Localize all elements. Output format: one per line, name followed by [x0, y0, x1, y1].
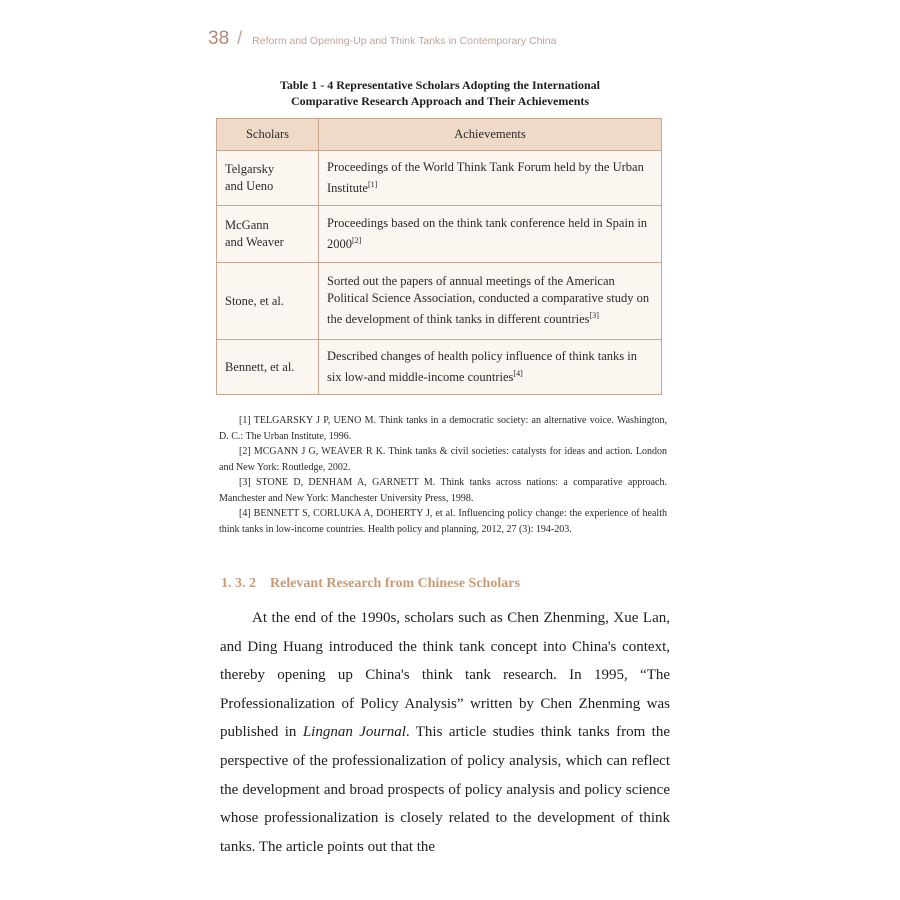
running-head	[208, 28, 556, 50]
body-paragraph	[220, 604, 670, 861]
reference-marker: [2]	[352, 235, 362, 245]
achievement-text: Described changes of health policy influence of think tanks in six low-and middle-income countries	[327, 348, 637, 385]
achievement-cell	[319, 263, 662, 340]
scholars-table	[216, 118, 662, 395]
scholar-cell	[217, 340, 319, 395]
header-scholars: Scholars	[217, 119, 319, 151]
reference-marker: [1]	[367, 179, 378, 189]
scholar-cell	[217, 206, 319, 263]
scholars-table-container	[216, 118, 662, 395]
scholar-name-line-1: McGann	[225, 218, 269, 232]
achievement-cell	[319, 151, 662, 206]
footnote-4: [4] BENNETT S, CORLUKA A, DOHERTY J, et al. Influencing policy change: the experience of health think tanks in low-income countries. Health policy and planning, 2012, 27 (3): 194-203.	[219, 508, 667, 535]
scholar-cell	[217, 151, 319, 206]
scholar-name-line-1: Telgarsky	[225, 162, 275, 176]
table-caption-line-2: Comparative Research Approach and Their Achievements	[290, 94, 590, 108]
footnote-2: [2] MCGANN J G, WEAVER R K. Think tanks & civil societies: catalysts for ideas and action. London and New York: Routledge, 2002.	[219, 446, 667, 473]
header-separator: /	[237, 28, 243, 48]
journal-title: Lingnan Journal	[302, 724, 406, 741]
table-caption	[180, 77, 700, 109]
footnote-3: [3] STONE D, DENHAM A, GARNETT M. Think tanks across nations: a comparative approach. Manchester and New York: Manchester University Press, 1998.	[219, 477, 667, 504]
footnotes	[219, 413, 667, 537]
achievement-text: Proceedings of the World Think Tank Forum held by the Urban Institute	[327, 159, 644, 196]
page-number: 38	[208, 28, 230, 49]
running-title: Reform and Opening-Up and Think Tanks in Contemporary China	[252, 35, 557, 47]
achievement-text: Sorted out the papers of annual meetings of the American Political Science Association, conducted a comparative study on the development of think tanks in different countries	[327, 274, 650, 327]
table-row	[217, 340, 662, 395]
body-text	[220, 604, 670, 861]
scholar-cell	[217, 263, 319, 340]
achievement-text: Proceedings based on the think tank conference held in Spain in 2000	[327, 215, 648, 252]
scholar-name-line-2: and Ueno	[225, 179, 274, 193]
achievement-cell	[319, 206, 662, 263]
body-text-part-2: . This article studies think tanks from the perspective of the professionalization of policy analysis, which can reflect the development and broad prospects of policy analysis and policy science whose professionalization is closely related to the development of think tanks. The article points out that the	[220, 724, 670, 855]
reference-marker: [4]	[513, 368, 523, 378]
scholar-name-line-2: and Weaver	[225, 235, 284, 249]
body-text-part-1: At the end of the 1990s, scholars such as Chen Zhenming, Xue Lan, and Ding Huang introduced the think tank concept into China's context, thereby opening up China's think tank research. In 1995, “The Professionalization of Policy Analysis” written by Chen Zhenming was published in	[220, 610, 670, 741]
section-title: Relevant Research from Chinese Scholars	[270, 576, 520, 591]
footnote-1: [1] TELGARSKY J P, UENO M. Think tanks in a democratic society: an alternative voice. Washington, D. C.: The Urban Institute, 1996.	[219, 415, 667, 442]
table-row	[217, 206, 662, 263]
section-number: 1. 3. 2	[221, 576, 256, 591]
reference-marker: [3]	[589, 311, 599, 321]
table-row	[217, 151, 662, 206]
achievement-cell	[319, 340, 662, 395]
scholar-name-line-1: Stone, et al.	[225, 293, 285, 308]
table-caption-line-1: Table 1 - 4 Representative Scholars Adopting the International	[279, 78, 600, 92]
header-achievements: Achievements	[319, 119, 662, 151]
scholar-name-line-1: Bennett, et al.	[225, 359, 295, 374]
table-header-row	[217, 119, 662, 151]
section-heading	[221, 576, 520, 592]
table-row	[217, 263, 662, 340]
